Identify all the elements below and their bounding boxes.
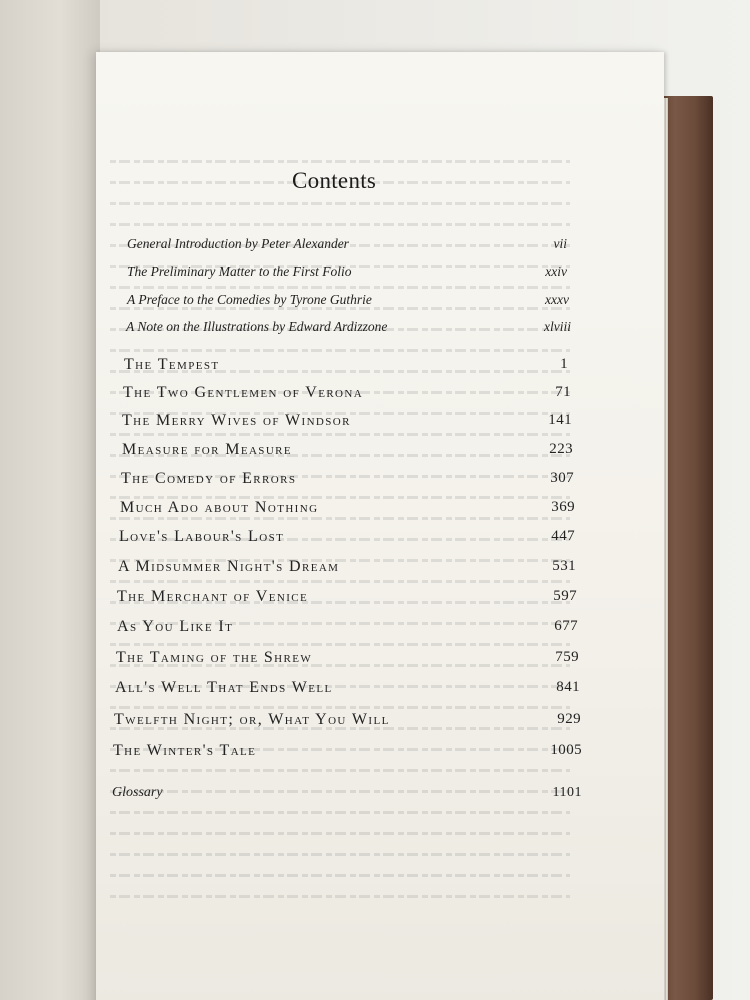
toc-entry-page: 677	[554, 618, 578, 634]
page-title: Contents	[292, 168, 377, 193]
toc-entry-page: 369	[551, 499, 575, 515]
toc-entry-page: 1	[560, 356, 568, 372]
toc-entry-title: A Note on the Illustrations by Edward Ardizzone	[126, 319, 388, 334]
toc-entry-page: 841	[556, 679, 580, 695]
toc-entry-title: Much Ado about Nothing	[120, 499, 319, 516]
toc-entry	[120, 499, 575, 521]
toc-entry	[113, 742, 582, 764]
toc-entry	[127, 236, 567, 256]
toc-entry-page: vii	[553, 236, 567, 251]
toc-entry	[117, 588, 577, 610]
toc-entry	[115, 679, 580, 701]
toc-entry-page: 447	[551, 528, 575, 544]
toc-entry	[127, 264, 567, 284]
toc-entry-title: A Midsummer Night's Dream	[118, 558, 340, 575]
toc-entry-title: The Winter's Tale	[113, 742, 257, 759]
toc-entry-page: xlviii	[544, 319, 571, 334]
toc-entry-page: 1005	[550, 742, 582, 758]
toc-entry-page: 929	[557, 711, 581, 727]
toc-entry	[123, 384, 571, 406]
toc-entry-page: 759	[555, 649, 579, 665]
toc-entry	[127, 292, 569, 312]
toc-entry-page: xxiv	[545, 264, 567, 279]
toc-entry-page: 223	[549, 441, 573, 457]
toc-entry-page: xxxv	[545, 292, 569, 307]
contents-page	[96, 52, 664, 1000]
toc-entry	[119, 528, 575, 550]
toc-entry-title: The Tempest	[124, 356, 220, 373]
toc-entry	[126, 319, 571, 339]
toc-entry	[122, 412, 572, 434]
toc-entry-title: Love's Labour's Lost	[119, 528, 285, 545]
toc-glossary-entry	[112, 785, 582, 807]
toc-entry-title: General Introduction by Peter Alexander	[127, 236, 349, 251]
toc-entry	[121, 470, 574, 492]
toc-entry	[117, 618, 578, 640]
toc-entry	[124, 356, 568, 378]
toc-entry	[118, 558, 576, 580]
toc-entry-page: 1101	[552, 785, 582, 800]
toc-entry-title: Glossary	[112, 785, 163, 800]
toc-entry-title: The Comedy of Errors	[121, 470, 297, 487]
toc-entry-title: As You Like It	[117, 618, 234, 635]
toc-entry-page: 71	[555, 384, 571, 400]
toc-entry-title: A Preface to the Comedies by Tyrone Guthrie	[127, 292, 372, 307]
toc-entry-title: The Taming of the Shrew	[116, 649, 313, 666]
toc-entry	[122, 441, 573, 463]
toc-entry-title: Measure for Measure	[122, 441, 293, 458]
toc-entry-title: The Two Gentlemen of Verona	[123, 384, 364, 401]
toc-entry	[114, 711, 581, 733]
toc-entry-title: Twelfth Night; or, What You Will	[114, 711, 390, 728]
toc-entry-page: 531	[552, 558, 576, 574]
toc-entry-page: 141	[548, 412, 572, 428]
toc-entry-page: 307	[550, 470, 574, 486]
toc-entry-title: All's Well That Ends Well	[115, 679, 333, 696]
toc-entry-title: The Merchant of Venice	[117, 588, 309, 605]
toc-entry-page: 597	[553, 588, 577, 604]
left-page	[0, 0, 100, 1000]
toc-entry	[116, 649, 579, 671]
toc-entry-title: The Merry Wives of Windsor	[122, 412, 351, 429]
toc-entry-title: The Preliminary Matter to the First Folio	[127, 264, 352, 279]
